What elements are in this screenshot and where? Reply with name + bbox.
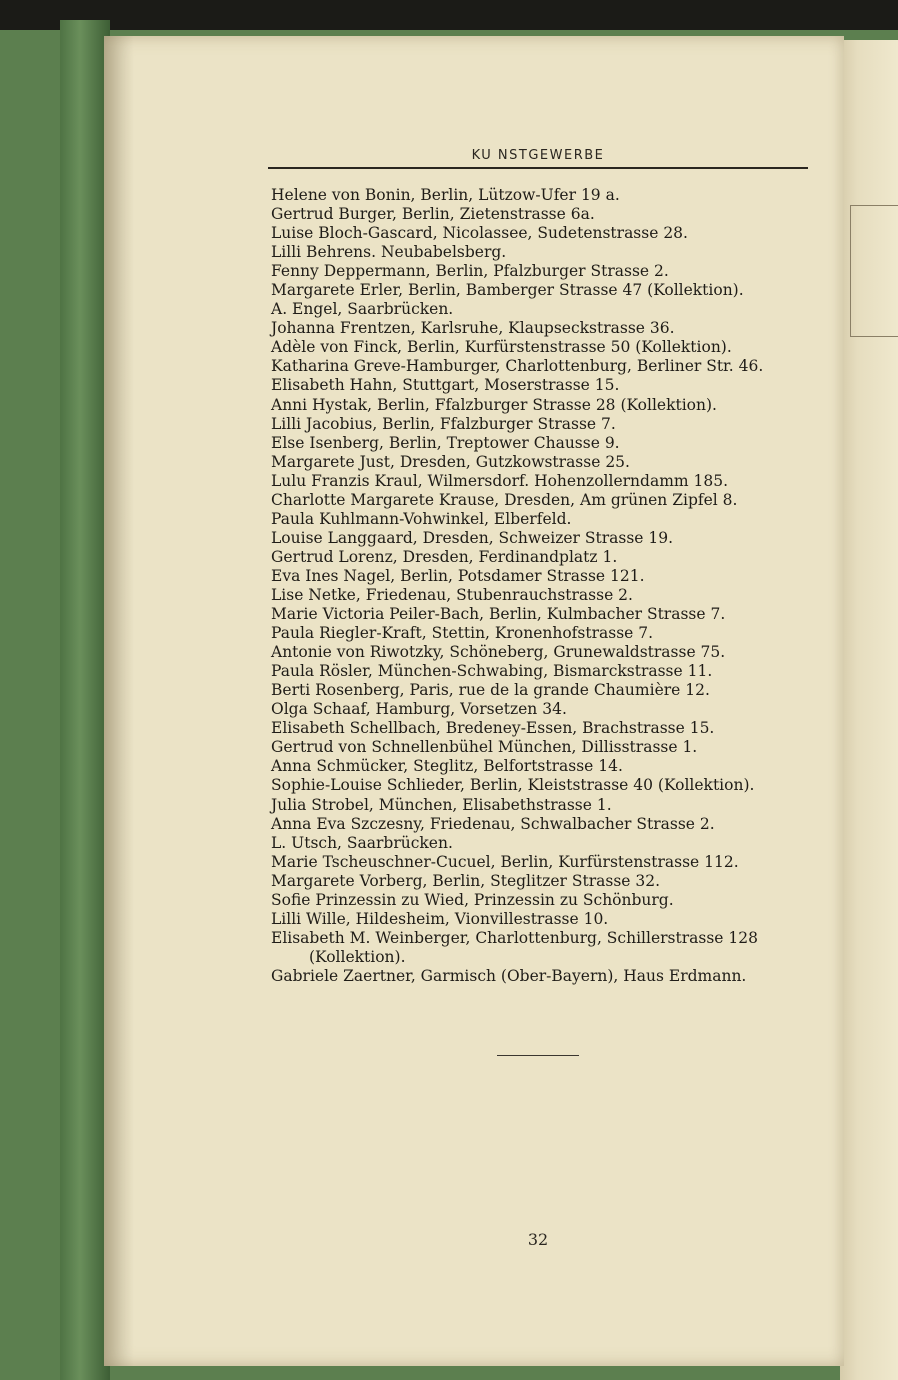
- entry-text: Antonie von Riwotzky, Schöneberg, Grunewaldstrasse 75.: [271, 643, 726, 662]
- list-item: [271, 586, 819, 605]
- list-item: [271, 662, 819, 681]
- entry-text: Eva Ines Nagel, Berlin, Potsdamer Strasse 121.: [271, 566, 645, 585]
- list-item: [271, 891, 819, 910]
- list-item: [271, 529, 819, 548]
- entry-text: Berti Rosenberg, Paris, rue de la grande Chaumière 12.: [271, 681, 710, 700]
- entry-text: Katharina Greve-Hamburger, Charlottenburg, Berliner Str. 46.: [271, 357, 764, 376]
- background-top-band: [0, 0, 898, 30]
- list-item: [271, 681, 819, 700]
- entry-text: Elisabeth M. Weinberger, Charlottenburg, Schillerstrasse 128: [271, 928, 758, 947]
- list-item: [271, 834, 819, 853]
- entry-text: Anna Eva Szczesny, Friedenau, Schwalbacher Strasse 2.: [271, 814, 715, 833]
- entry-list: [271, 186, 819, 986]
- entry-text: Gabriele Zaertner, Garmisch (Ober-Bayern), Haus Erdmann.: [271, 966, 747, 985]
- entry-text: Luise Bloch-Gascard, Nicolassee, Sudetenstrasse 28.: [271, 224, 688, 243]
- entry-text: Elisabeth Hahn, Stuttgart, Moserstrasse 15.: [271, 376, 620, 395]
- entry-text: Lilli Behrens. Neubabelsberg.: [271, 243, 507, 262]
- list-item: [271, 472, 819, 491]
- list-item: [271, 738, 819, 757]
- entry-text: Paula Rösler, München-Schwabing, Bismarckstrasse 11.: [271, 662, 713, 681]
- list-item: [271, 624, 819, 643]
- entry-text: Marie Victoria Peiler-Bach, Berlin, Kulmbacher Strasse 7.: [271, 605, 726, 624]
- list-item: [271, 776, 819, 795]
- list-item: [271, 643, 819, 662]
- entry-text: Paula Kuhlmann-Vohwinkel, Elberfeld.: [271, 509, 572, 528]
- list-item: [271, 910, 819, 929]
- list-item: [271, 719, 819, 738]
- list-item: [271, 434, 819, 453]
- book-cover-edge: [60, 20, 110, 1380]
- end-rule: [497, 1055, 579, 1056]
- spine-shadow: [104, 36, 134, 1366]
- list-item: [271, 453, 819, 472]
- entry-text: Lilli Wille, Hildesheim, Vionvillestrasse 10.: [271, 909, 609, 928]
- list-item: [271, 319, 819, 338]
- entry-text: Gertrud Lorenz, Dresden, Ferdinandplatz 1.: [271, 547, 618, 566]
- list-item: [271, 967, 819, 986]
- entry-text: Helene von Bonin, Berlin, Lützow-Ufer 19 a.: [271, 186, 620, 204]
- list-item: [271, 700, 819, 719]
- list-item: [271, 205, 819, 224]
- entry-text: Sophie-Louise Schlieder, Berlin, Kleiststrasse 40 (Kollektion).: [271, 776, 755, 795]
- entry-text: Else Isenberg, Berlin, Treptower Chausse 9.: [271, 433, 620, 452]
- entry-text: Gertrud Burger, Berlin, Zietenstrasse 6a.: [271, 205, 595, 224]
- list-item: [271, 929, 819, 967]
- running-head: KU NSTGEWERBE: [471, 148, 605, 163]
- list-item: [271, 186, 819, 205]
- list-item: [271, 357, 819, 376]
- entry-text: Gertrud von Schnellenbühel München, Dillisstrasse 1.: [271, 738, 698, 757]
- list-item: [271, 281, 819, 300]
- list-item: [271, 300, 819, 319]
- entry-text: Adèle von Finck, Berlin, Kurfürstenstrasse 50 (Kollektion).: [271, 338, 732, 357]
- entry-text: Elisabeth Schellbach, Bredeney-Essen, Brachstrasse 15.: [271, 719, 715, 738]
- entry-text: Sofie Prinzessin zu Wied, Prinzessin zu Schönburg.: [271, 890, 674, 909]
- list-item: [271, 853, 819, 872]
- list-item: [271, 243, 819, 262]
- head-rule: [268, 167, 808, 169]
- entry-continuation: (Kollektion).: [309, 947, 406, 966]
- list-item: [271, 262, 819, 281]
- entry-text: Margarete Erler, Berlin, Bamberger Strasse 47 (Kollektion).: [271, 281, 744, 300]
- facing-page-box: [850, 205, 898, 337]
- list-item: [271, 415, 819, 434]
- entry-text: Paula Riegler-Kraft, Stettin, Kronenhofstrasse 7.: [271, 624, 654, 643]
- list-item: [271, 396, 819, 415]
- list-item: [271, 224, 819, 243]
- entry-text: Fenny Deppermann, Berlin, Pfalzburger Strasse 2.: [271, 262, 669, 281]
- entry-text: Olga Schaaf, Hamburg, Vorsetzen 34.: [271, 700, 567, 719]
- page-number: 32: [527, 1230, 549, 1249]
- entry-text: A. Engel, Saarbrücken.: [271, 300, 454, 319]
- entry-text: Julia Strobel, München, Elisabethstrasse 1.: [271, 795, 612, 814]
- list-item: [271, 796, 819, 815]
- entry-text: Anni Hystak, Berlin, Ffalzburger Strasse 28 (Kollektion).: [271, 395, 717, 414]
- list-item: [271, 567, 819, 586]
- list-item: [271, 491, 819, 510]
- list-item: [271, 376, 819, 395]
- entry-text: Marie Tscheuschner-Cucuel, Berlin, Kurfürstenstrasse 112.: [271, 852, 739, 871]
- list-item: [271, 815, 819, 834]
- list-item: [271, 757, 819, 776]
- list-item: [271, 548, 819, 567]
- entry-text: Lise Netke, Friedenau, Stubenrauchstrasse 2.: [271, 585, 633, 604]
- entry-text: L. Utsch, Saarbrücken.: [271, 833, 453, 852]
- list-item: [271, 338, 819, 357]
- entry-text: Lilli Jacobius, Berlin, Ffalzburger Strasse 7.: [271, 414, 616, 433]
- list-item: [271, 605, 819, 624]
- entry-text: Charlotte Margarete Krause, Dresden, Am grünen Zipfel 8.: [271, 490, 738, 509]
- entry-text: Margarete Just, Dresden, Gutzkowstrasse 25.: [271, 452, 630, 471]
- entry-text: Anna Schmücker, Steglitz, Belfortstrasse 14.: [271, 757, 623, 776]
- entry-text: Margarete Vorberg, Berlin, Steglitzer Strasse 32.: [271, 871, 661, 890]
- list-item: [271, 872, 819, 891]
- entry-text: Louise Langgaard, Dresden, Schweizer Strasse 19.: [271, 528, 674, 547]
- list-item: [271, 510, 819, 529]
- entry-text: Lulu Franzis Kraul, Wilmersdorf. Hohenzollerndamm 185.: [271, 471, 729, 490]
- entry-text: Johanna Frentzen, Karlsruhe, Klaupseckstrasse 36.: [271, 319, 675, 338]
